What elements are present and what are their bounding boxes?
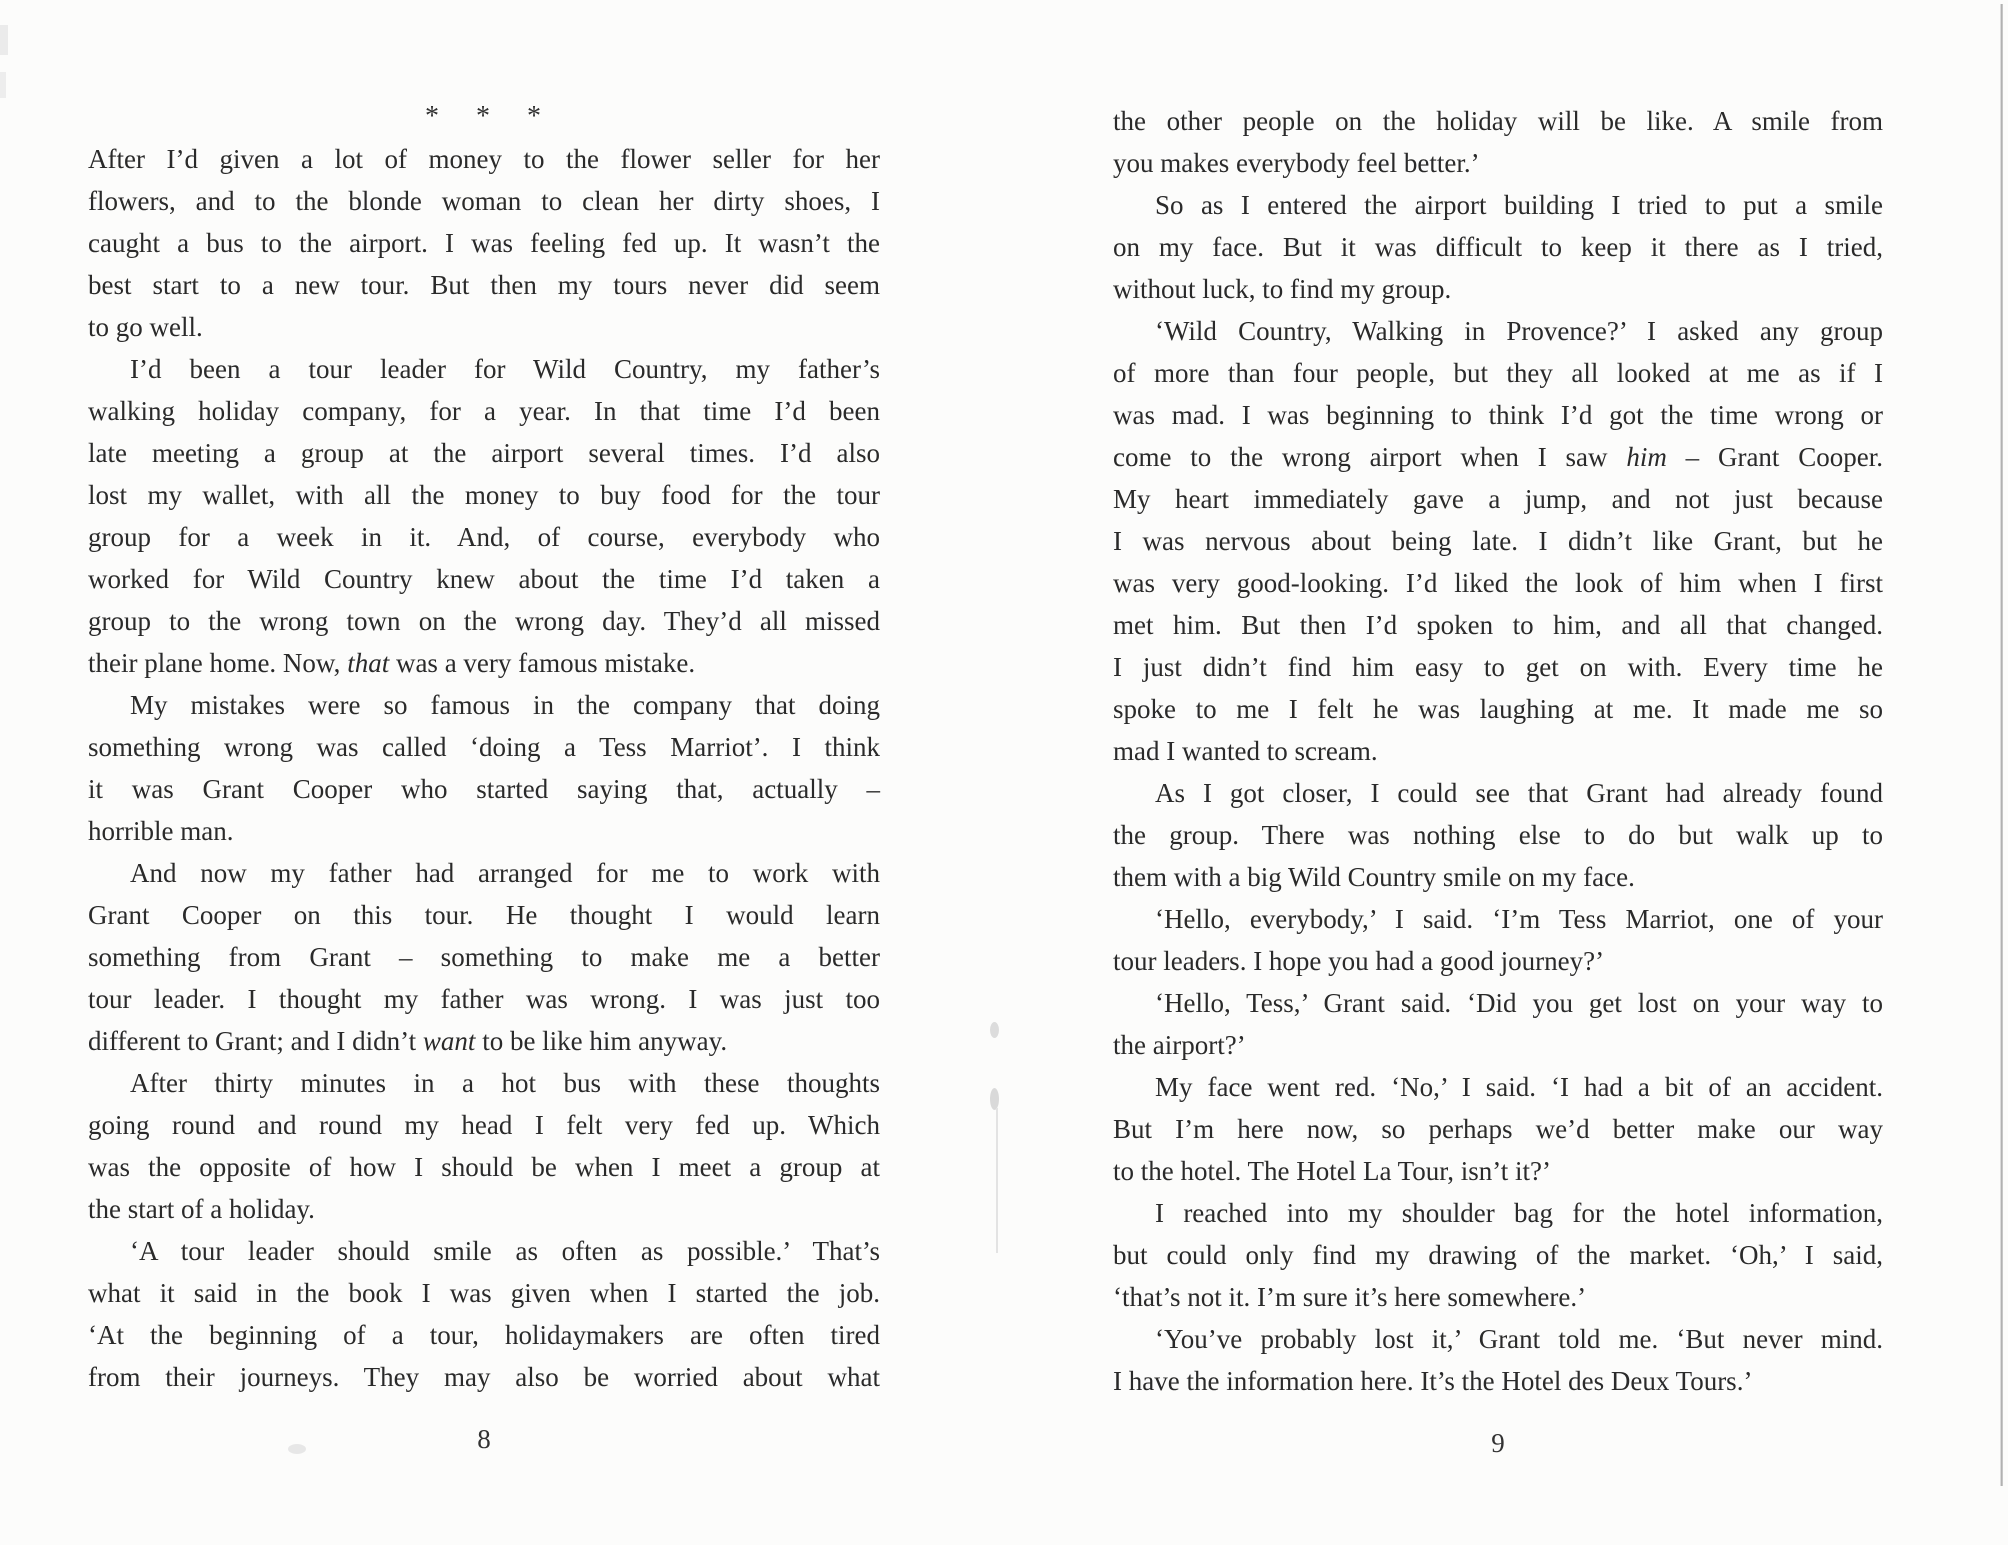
text-line: My face went red. ‘No,’ I said. ‘I had a bit of an accident. <box>1155 1072 1883 1102</box>
text-line: ‘Hello, Tess,’ Grant said. ‘Did you get lost on your way to <box>1155 988 1883 1018</box>
text-line: come to the wrong airport when I saw him – Grant Cooper. <box>1113 442 1883 472</box>
text-line: My heart immediately gave a jump, and not just because <box>1113 484 1883 514</box>
text-line: was the opposite of how I should be when I meet a group at <box>88 1152 880 1182</box>
text-line: group for a week in it. And, of course, everybody who <box>88 522 880 552</box>
text-line: ‘that’s not it. I’m sure it’s here somewhere.’ <box>1113 1282 1587 1312</box>
page-number-right: 9 <box>1491 1428 1505 1458</box>
text-line: but could only find my drawing of the market. ‘Oh,’ I said, <box>1113 1240 1883 1270</box>
text-line: As I got closer, I could see that Grant had already found <box>1155 778 1883 808</box>
text-line: what it said in the book I was given when I started the job. <box>88 1278 880 1308</box>
text-line: the other people on the holiday will be like. A smile from <box>1113 106 1883 136</box>
text-line: tour leader. I thought my father was wrong. I was just too <box>88 984 880 1014</box>
text-line: their plane home. Now, that was a very famous mistake. <box>88 648 696 678</box>
text-line: the start of a holiday. <box>88 1194 315 1224</box>
page-right-text <box>1113 100 1883 1402</box>
text-line: was very good-looking. I’d liked the look of him when I first <box>1113 568 1883 598</box>
text-line: the group. There was nothing else to do but walk up to <box>1113 820 1883 850</box>
text-line: you makes everybody feel better.’ <box>1113 148 1480 178</box>
text-line: And now my father had arranged for me to work with <box>130 858 880 888</box>
text-line: caught a bus to the airport. I was feeling fed up. It wasn’t the <box>88 228 880 258</box>
section-break-asterisks: * * * <box>425 101 543 132</box>
text-line: I have the information here. It’s the Hotel des Deux Tours.’ <box>1113 1366 1753 1396</box>
text-line: without luck, to find my group. <box>1113 274 1452 304</box>
text-line: mad I wanted to scream. <box>1113 736 1378 766</box>
text-line: ‘You’ve probably lost it,’ Grant told me. ‘But never mind. <box>1155 1324 1883 1354</box>
text-line: I just didn’t find him easy to get on with. Every time he <box>1113 652 1883 682</box>
text-line: it was Grant Cooper who started saying that, actually – <box>88 774 880 804</box>
text-line: ‘A tour leader should smile as often as possible.’ That’s <box>130 1236 880 1266</box>
text-line: late meeting a group at the airport several times. I’d also <box>88 438 880 468</box>
text-line: flowers, and to the blonde woman to clean her dirty shoes, I <box>88 186 880 216</box>
text-line: was mad. I was beginning to think I’d got the time wrong or <box>1113 400 1883 430</box>
text-line: After I’d given a lot of money to the flower seller for her <box>88 144 880 174</box>
text-line: tour leaders. I hope you had a good journey?’ <box>1113 946 1605 976</box>
scan-artifact <box>990 1088 999 1110</box>
page-edge-shadow <box>2000 4 2003 1486</box>
text-line: Grant Cooper on this tour. He thought I would learn <box>88 900 880 930</box>
text-line: lost my wallet, with all the money to buy food for the tour <box>88 480 880 510</box>
text-line: horrible man. <box>88 816 234 846</box>
text-line: But I’m here now, so perhaps we’d better make our way <box>1113 1114 1883 1144</box>
text-line: best start to a new tour. But then my tours never did seem <box>88 270 880 300</box>
page-left <box>88 96 880 1460</box>
text-line: My mistakes were so famous in the company that doing <box>130 690 880 720</box>
text-line: So as I entered the airport building I tried to put a smile <box>1155 190 1883 220</box>
text-line: on my face. But it was difficult to keep it there as I tried, <box>1113 232 1883 262</box>
scan-artifact <box>0 25 8 55</box>
text-line: I’d been a tour leader for Wild Country, my father’s <box>130 354 880 384</box>
text-line: from their journeys. They may also be worried about what <box>88 1362 880 1392</box>
page-left-text <box>88 138 880 1398</box>
text-line: group to the wrong town on the wrong day. They’d all missed <box>88 606 880 636</box>
text-line: I reached into my shoulder bag for the hotel information, <box>1155 1198 1883 1228</box>
text-line: to the hotel. The Hotel La Tour, isn’t it?’ <box>1113 1156 1551 1186</box>
scan-artifact <box>0 72 6 98</box>
text-line: After thirty minutes in a hot bus with these thoughts <box>130 1068 880 1098</box>
text-line: something from Grant – something to make me a better <box>88 942 880 972</box>
text-line: something wrong was called ‘doing a Tess Marriot’. I think <box>88 732 880 762</box>
text-line: ‘Wild Country, Walking in Provence?’ I asked any group <box>1155 316 1883 346</box>
scan-artifact <box>990 1022 999 1038</box>
text-line: different to Grant; and I didn’t want to be like him anyway. <box>88 1026 728 1056</box>
text-line: of more than four people, but they all looked at me as if I <box>1113 358 1883 388</box>
text-line: them with a big Wild Country smile on my face. <box>1113 862 1635 892</box>
scan-artifact <box>996 1108 998 1253</box>
text-line: spoke to me I felt he was laughing at me. It made me so <box>1113 694 1883 724</box>
text-line: ‘Hello, everybody,’ I said. ‘I’m Tess Marriot, one of your <box>1155 904 1883 934</box>
page-right <box>1113 100 1883 1464</box>
text-line: the airport?’ <box>1113 1030 1246 1060</box>
page-number-left: 8 <box>477 1424 491 1454</box>
text-line: to go well. <box>88 312 203 342</box>
text-line: worked for Wild Country knew about the time I’d taken a <box>88 564 880 594</box>
text-line: ‘At the beginning of a tour, holidaymakers are often tired <box>88 1320 880 1350</box>
text-line: going round and round my head I felt very fed up. Which <box>88 1110 880 1140</box>
text-line: met him. But then I’d spoken to him, and all that changed. <box>1113 610 1883 640</box>
text-line: I was nervous about being late. I didn’t like Grant, but he <box>1113 526 1883 556</box>
text-line: walking holiday company, for a year. In that time I’d been <box>88 396 880 426</box>
